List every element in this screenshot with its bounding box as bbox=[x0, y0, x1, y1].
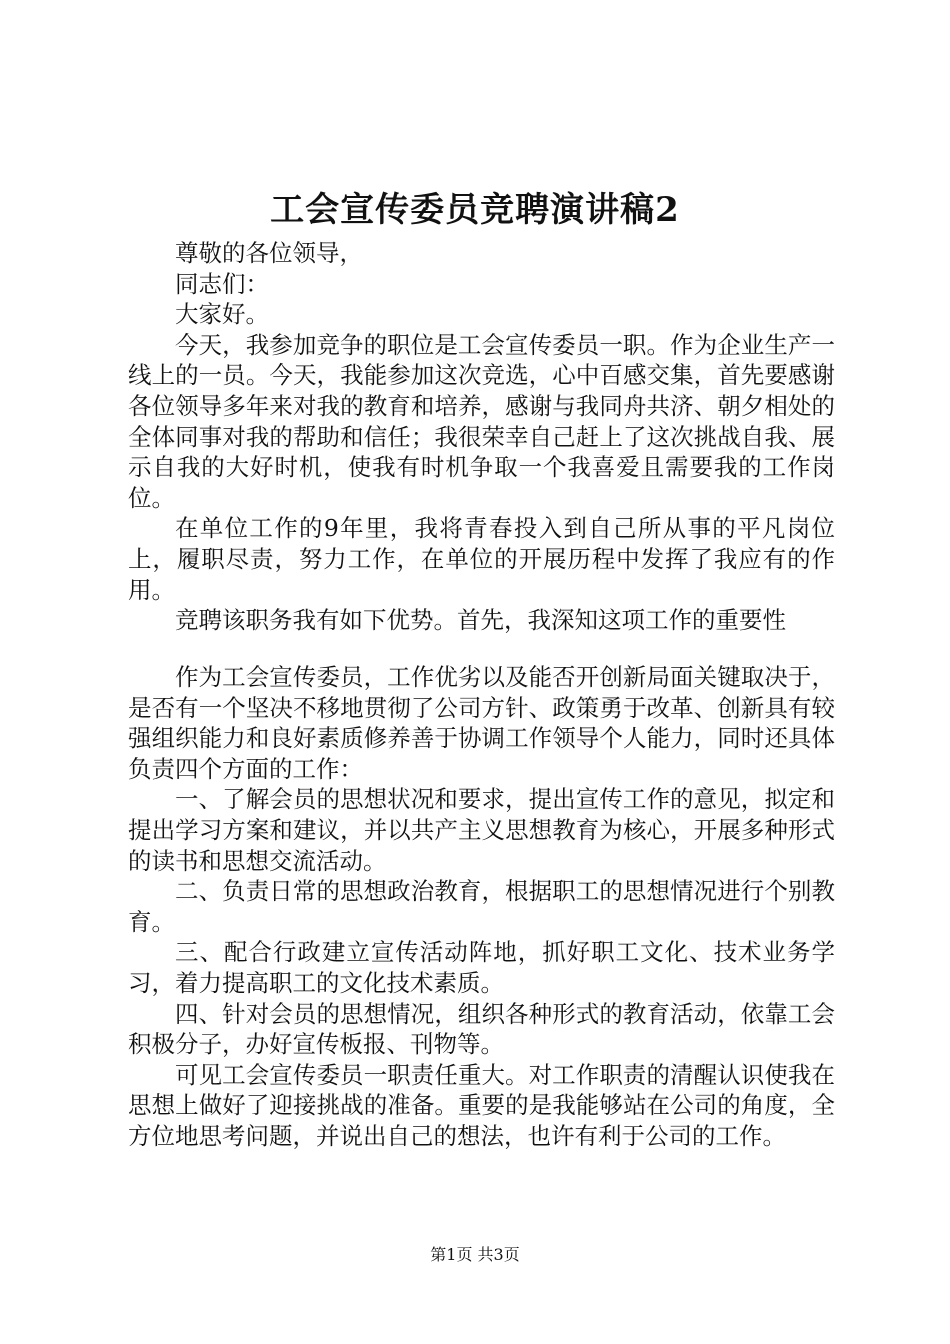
paragraph-duty-one: 一、了解会员的思想状况和要求，提出宣传工作的意见，拟定和提出学习方案和建议，并以共产主义思想教育为核心，开展多种形式的读书和思想交流活动。 bbox=[128, 785, 835, 875]
paragraph-salutation-leaders: 尊敬的各位领导， bbox=[175, 239, 363, 267]
paragraph-duty-three: 三、配合行政建立宣传活动阵地，抓好职工文化、技术业务学习，着力提高职工的文化技术素质。 bbox=[128, 938, 835, 997]
paragraph-greeting: 大家好。 bbox=[175, 300, 269, 329]
body-block-first bbox=[128, 238, 835, 636]
paragraph-advantages: 竞聘该职务我有如下优势。首先，我深知这项工作的重要性 bbox=[175, 606, 786, 635]
paragraph-work-history: 在单位工作的9年里，我将青春投入到自己所从事的平凡岗位上，履职尽责，努力工作，在单位的开展历程中发挥了我应有的作用。 bbox=[128, 514, 835, 604]
paragraph-conclusion: 可见工会宣传委员一职责任重大。对工作职责的清醒认识使我在思想上做好了迎接挑战的准备。重要的是我能够站在公司的角度，全方位地思考问题，并说出自己的想法，也许有利于公司的工作。 bbox=[128, 1060, 835, 1150]
paragraph-duty-four: 四、针对会员的思想情况，组织各种形式的教育活动，依靠工会积极分子，办好宣传板报、刊物等。 bbox=[128, 999, 835, 1059]
paragraph-introduction: 今天，我参加竞争的职位是工会宣传委员一职。作为企业生产一线上的一员。今天，我能参加这次竞选，心中百感交集，首先要感谢各位领导多年来对我的教育和培养，感谢与我同舟共济、朝夕相处的全体同事对我的帮助和信任；我很荣幸自己赶上了这次挑战自我、展示自我的大好时机，使我有时机争取一个我喜爱且需要我的工作岗位。 bbox=[128, 330, 835, 512]
document-title: 工会宣传委员竞聘演讲稿2 bbox=[270, 190, 680, 230]
page-number-footer: 第1页 共3页 bbox=[430, 1245, 520, 1264]
paragraph-role-description: 作为工会宣传委员，工作优劣以及能否开创新局面关键取决于，是否有一个坚决不移地贯彻了公司方针、政策勇于改革、创新具有较强组织能力和良好素质修养善于协调工作领导个人能力，同时还具体负责四个方面的工作： bbox=[128, 663, 835, 783]
paragraph-salutation-comrades: 同志们： bbox=[175, 269, 269, 298]
body-block-second bbox=[128, 662, 835, 1152]
paragraph-duty-two: 二、负责日常的思想政治教育，根据职工的思想情况进行个别教育。 bbox=[128, 877, 835, 936]
